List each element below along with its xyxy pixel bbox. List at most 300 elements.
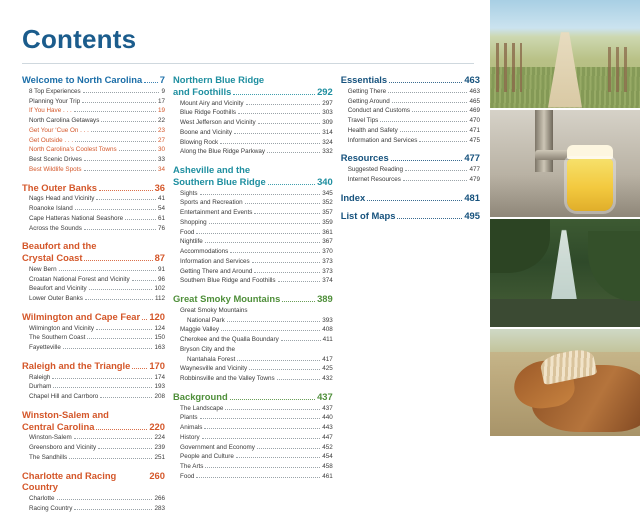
toc-entry[interactable] [173, 99, 333, 109]
toc-entry-page: 251 [154, 453, 165, 461]
toc-entry-page: 30 [157, 146, 165, 154]
toc-entry-page: 61 [157, 214, 165, 222]
toc-section-great-smoky-mountains [173, 293, 333, 384]
toc-entry-label: Sports and Recreation [180, 199, 243, 207]
toc-entry-page: 309 [322, 119, 333, 126]
toc-entry-page: 465 [469, 97, 480, 105]
leader-dots [225, 405, 320, 410]
leader-dots [237, 356, 320, 361]
leader-dots [220, 139, 320, 144]
leader-dots [282, 296, 315, 302]
toc-section-heading[interactable] [173, 391, 333, 403]
toc-entry-label: Travel Tips [347, 117, 379, 124]
toc-section-heading[interactable] [341, 74, 480, 86]
toc-entry-label: National Park [187, 316, 225, 324]
toc-entry[interactable] [22, 126, 165, 136]
leader-dots [419, 137, 467, 142]
leader-dots [233, 89, 315, 95]
toc-entry-label: Charlotte [29, 495, 55, 502]
toc-entry[interactable] [22, 453, 165, 463]
toc-entry-page: 91 [157, 265, 165, 273]
toc-entry-page: 393 [322, 316, 333, 324]
leader-dots [57, 495, 153, 500]
leader-dots [142, 314, 147, 320]
toc-section-title: Resources [340, 152, 389, 164]
toc-entry[interactable] [173, 404, 333, 414]
toc-entry-label: Chapel Hill and Carrboro [29, 393, 99, 400]
toc-entry[interactable] [173, 218, 333, 228]
toc-section-title: Welcome to North Carolina [22, 74, 143, 85]
leader-dots [84, 156, 156, 161]
toc-entry[interactable] [173, 198, 333, 208]
toc-entry[interactable] [22, 214, 165, 224]
leader-dots [196, 229, 320, 234]
leader-dots [277, 375, 321, 380]
toc-entry-label: Nantahala Forest [187, 355, 236, 363]
leader-dots [74, 107, 156, 112]
leader-dots [392, 98, 468, 103]
photo-strip [490, 0, 640, 436]
toc-section-heading[interactable] [341, 152, 480, 164]
toc-entry[interactable] [173, 423, 333, 433]
toc-entry-label: If You Have . . . [29, 107, 72, 115]
toc-entry-label: North Carolina’s Coolest Towns [29, 146, 117, 154]
toc-entry-page: 452 [322, 443, 333, 451]
photo-beach-dune-path [490, 0, 640, 108]
toc-entry[interactable] [22, 275, 165, 285]
toc-section-page: 120 [149, 310, 165, 322]
toc-section-page: 389 [317, 293, 333, 304]
leader-dots [63, 344, 153, 349]
toc-section-title-line2: Southern Blue Ridge [173, 175, 266, 187]
toc-columns [22, 74, 480, 521]
toc-entry-label: History [180, 433, 200, 441]
toc-entry[interactable] [22, 194, 165, 204]
toc-section-background [173, 391, 333, 482]
toc-section-wilmington-and-cape-fear [22, 311, 165, 353]
toc-entry-label: North Carolina Getaways [29, 117, 100, 124]
toc-entry[interactable] [173, 247, 333, 257]
leader-dots [69, 454, 152, 459]
toc-section-title: Index [340, 191, 366, 203]
toc-section-northern-blue-ridge-and-foothills [173, 74, 333, 157]
toc-entry-label: Along the Blue Ridge Parkway [180, 148, 266, 156]
toc-entry[interactable] [22, 224, 165, 234]
toc-entry[interactable] [22, 106, 165, 116]
toc-section-title: Wilmington and Cape Fear [22, 310, 141, 322]
toc-entry-page: 470 [469, 117, 480, 124]
toc-entry-label: Entertainment and Events [180, 209, 253, 216]
toc-entry-label: Accommodations [180, 248, 229, 255]
toc-section-page: 170 [149, 359, 165, 371]
toc-section-heading[interactable] [22, 240, 165, 264]
toc-entry-label: Robbinsville and the Valley Towns [180, 375, 275, 382]
toc-section-heading[interactable] [341, 210, 480, 222]
toc-entry-page: 76 [157, 224, 165, 232]
leader-dots [234, 129, 320, 134]
leader-dots [89, 285, 153, 290]
toc-section-title-line2: Crystal Coast [22, 252, 83, 263]
toc-entry-label: Wilmington and Vicinity [29, 324, 94, 332]
toc-section-list-of-maps [341, 210, 480, 222]
leader-dots [100, 393, 152, 398]
toc-entry-page: 17 [157, 97, 165, 105]
toc-entry-label: Nags Head and Vicinity [29, 195, 95, 203]
leader-dots [91, 127, 156, 132]
toc-entry-page: 345 [322, 189, 333, 197]
toc-entry-page: 22 [157, 117, 165, 124]
toc-entry[interactable] [22, 333, 165, 343]
leader-dots [84, 255, 152, 261]
toc-entry[interactable] [173, 452, 333, 462]
toc-entry-page: 411 [322, 336, 333, 343]
toc-entry-page: 479 [469, 175, 480, 183]
toc-entry-page: 96 [157, 275, 165, 283]
toc-entry-label: The Southern Coast [29, 334, 86, 342]
toc-section-heading[interactable] [22, 360, 165, 372]
toc-section-heading[interactable] [22, 74, 165, 86]
toc-section-page: 36 [154, 181, 165, 193]
toc-entry-page: 332 [322, 148, 333, 156]
toc-entry-page: 174 [154, 373, 165, 381]
leader-dots [96, 195, 156, 200]
leader-dots [237, 346, 331, 351]
toc-entry[interactable] [341, 87, 480, 97]
toc-entry-page: 33 [157, 156, 165, 163]
toc-entry-label: Blue Ridge Foothills [180, 109, 237, 117]
toc-entry[interactable] [173, 237, 333, 247]
toc-entry[interactable] [173, 138, 333, 148]
toc-entry-page: 357 [322, 209, 333, 216]
leader-dots [391, 155, 463, 161]
toc-entry-page: 437 [322, 404, 333, 412]
toc-entry-label: Winston-Salem [29, 434, 72, 442]
toc-section-title-line1: Asheville and the [173, 164, 251, 175]
toc-entry[interactable] [173, 345, 333, 355]
leader-dots [132, 276, 156, 281]
leader-dots [59, 266, 156, 271]
toc-entry[interactable] [22, 136, 165, 146]
toc-entry[interactable] [341, 116, 480, 126]
toc-entry-label: Suggested Reading [347, 166, 404, 173]
toc-section-page: 495 [464, 210, 480, 222]
toc-section-title: Charlotte and Racing Country [22, 469, 117, 493]
toc-entry[interactable] [173, 228, 333, 238]
toc-entry-label: Roanoke Island [29, 205, 73, 212]
toc-entry[interactable] [173, 128, 333, 138]
toc-entry-page: 477 [469, 166, 480, 173]
toc-section-charlotte-and-racing-country [22, 470, 165, 514]
toc-entry-page: 102 [154, 285, 165, 293]
toc-entry-page: 443 [322, 424, 333, 431]
toc-entry[interactable] [22, 433, 165, 443]
toc-entry-label: Greensboro and Vicinity [29, 444, 97, 451]
toc-entry-page: 224 [154, 434, 165, 442]
toc-entry-page: 408 [322, 326, 333, 334]
leader-dots [230, 394, 315, 400]
toc-entry[interactable] [341, 106, 480, 116]
leader-dots [250, 307, 331, 312]
leader-dots [125, 215, 156, 220]
page-title: Contents [22, 24, 137, 54]
toc-entry-label: Conduct and Customs [347, 107, 411, 115]
leader-dots [98, 444, 152, 449]
toc-entry-label: Animals [180, 424, 203, 431]
leader-dots [281, 336, 321, 341]
leader-dots [119, 146, 156, 151]
toc-entry-label: Racing Country [29, 504, 73, 512]
toc-entry-page: 324 [322, 138, 333, 146]
leader-dots [200, 190, 321, 195]
toc-entry[interactable] [22, 145, 165, 155]
toc-entry-label: Waynesville and Vicinity [180, 365, 248, 373]
toc-entry-label: West Jefferson and Vicinity [180, 119, 256, 126]
toc-section-title-line1: Winston-Salem and [22, 408, 109, 420]
toc-entry[interactable] [22, 265, 165, 275]
toc-entry-label: Durham [29, 383, 52, 391]
leader-dots [245, 199, 321, 204]
toc-entry[interactable] [173, 472, 333, 482]
toc-entry[interactable] [173, 208, 333, 218]
toc-section-resources [341, 152, 480, 184]
toc-entry[interactable] [173, 355, 333, 365]
leader-dots [268, 179, 315, 185]
leader-dots [196, 473, 320, 478]
toc-entry[interactable] [22, 443, 165, 453]
toc-entry-label: Bryson City and the [180, 345, 235, 353]
toc-entry[interactable] [173, 147, 333, 157]
toc-entry-label: People and Culture [180, 453, 234, 461]
toc-section-page: 7 [159, 74, 165, 85]
photo-waterfall [490, 217, 640, 327]
toc-entry-page: 352 [322, 199, 333, 207]
toc-entry-page: 469 [469, 107, 480, 115]
leader-dots [84, 225, 156, 230]
toc-entry[interactable] [22, 284, 165, 294]
toc-entry-page: 27 [157, 136, 165, 144]
leader-dots [246, 100, 321, 105]
toc-entry-page: 471 [469, 126, 480, 134]
leader-dots [380, 117, 467, 122]
toc-entry-label: New Bern [29, 265, 57, 273]
toc-entry[interactable] [22, 97, 165, 107]
toc-section-heading[interactable] [173, 74, 333, 98]
leader-dots [221, 326, 320, 331]
toc-entry-page: 208 [154, 393, 165, 400]
toc-section-title-line1: Beaufort and the [22, 240, 97, 252]
leader-dots [87, 334, 152, 339]
leader-dots [75, 137, 156, 142]
toc-section-heading[interactable] [22, 182, 165, 194]
toc-entry[interactable] [22, 373, 165, 383]
toc-entry-page: 297 [322, 99, 333, 107]
leader-dots [85, 295, 153, 300]
toc-entry[interactable] [173, 364, 333, 374]
toc-entry[interactable] [22, 165, 165, 175]
toc-section-title: Essentials [340, 74, 388, 85]
toc-entry[interactable] [173, 108, 333, 118]
toc-entry-label: Food [180, 472, 195, 480]
toc-entry[interactable] [173, 189, 333, 199]
toc-entry-label: Cherokee and the Qualla Boundary [180, 336, 279, 343]
leader-dots [82, 98, 156, 103]
toc-entry-page: 454 [322, 453, 333, 461]
toc-entry-label: The Sandhills [29, 453, 68, 461]
toc-section-raleigh-and-the-triangle [22, 360, 165, 402]
toc-entry-label: Get Outside . . . [29, 136, 74, 144]
toc-section-page: 292 [317, 85, 333, 97]
toc-entry[interactable] [22, 324, 165, 334]
toc-entry[interactable] [173, 433, 333, 443]
leader-dots [204, 424, 320, 429]
toc-entry-page: 359 [322, 218, 333, 226]
toc-entry-page: 367 [322, 238, 333, 246]
leader-dots [74, 434, 153, 439]
toc-entry-label: Boone and Vicinity [180, 128, 233, 136]
toc-entry[interactable] [341, 175, 480, 185]
toc-section-page: 260 [149, 469, 165, 481]
leader-dots [75, 205, 156, 210]
toc-entry[interactable] [341, 97, 480, 107]
toc-entry[interactable] [173, 118, 333, 128]
leader-dots [205, 463, 320, 468]
leader-dots [209, 219, 321, 224]
toc-entry[interactable] [341, 165, 480, 175]
toc-entry-label: Information and Services [347, 136, 418, 144]
toc-entry-page: 9 [161, 87, 165, 95]
toc-entry[interactable] [173, 413, 333, 423]
toc-entry[interactable] [173, 257, 333, 267]
toc-entry[interactable] [173, 306, 333, 316]
toc-entry[interactable] [22, 494, 165, 504]
toc-entry-label: Fayetteville [29, 344, 61, 351]
leader-dots [400, 127, 468, 132]
toc-entry-page: 163 [154, 344, 165, 351]
leader-dots [367, 195, 462, 201]
toc-entry[interactable] [173, 276, 333, 286]
leader-dots [101, 117, 156, 122]
title-divider [22, 63, 474, 64]
toc-entry-page: 283 [154, 504, 165, 512]
toc-section-heading[interactable] [22, 470, 165, 494]
toc-entry[interactable] [173, 325, 333, 335]
toc-section-title-line2: and Foothills [173, 85, 232, 97]
toc-entry-label: Best Wildlife Spots [29, 165, 82, 173]
leader-dots [96, 325, 153, 330]
toc-entry[interactable] [22, 382, 165, 392]
toc-entry[interactable] [341, 126, 480, 136]
leader-dots [238, 109, 320, 114]
toc-section-page: 340 [317, 175, 333, 187]
toc-entry-page: 440 [322, 414, 333, 422]
leader-dots [132, 363, 147, 369]
toc-section-page: 437 [317, 390, 333, 402]
toc-entry[interactable] [22, 116, 165, 126]
toc-entry[interactable] [22, 343, 165, 353]
leader-dots [200, 414, 321, 419]
toc-entry[interactable] [173, 462, 333, 472]
toc-entry-label: Nightlife [180, 238, 203, 246]
toc-section-heading[interactable] [173, 164, 333, 188]
toc-entry-label: Getting There and Around [180, 267, 253, 275]
toc-section-title: Great Smoky Mountains [173, 293, 281, 304]
leader-dots [254, 209, 320, 214]
toc-entry-page: 432 [322, 375, 333, 382]
toc-entry[interactable] [22, 155, 165, 165]
toc-entry-label: Sights [180, 189, 198, 197]
toc-section-title-line1: Northern Blue Ridge [173, 74, 265, 85]
toc-section-heading[interactable] [22, 409, 165, 433]
toc-entry[interactable] [341, 136, 480, 146]
leader-dots [205, 238, 320, 243]
leader-dots [99, 185, 153, 191]
toc-entry-label: The Arts [180, 463, 204, 470]
photo-beer-tap [490, 108, 640, 218]
toc-entry[interactable] [22, 504, 165, 514]
toc-entry-page: 23 [157, 126, 165, 134]
leader-dots [236, 453, 320, 458]
toc-entry[interactable] [173, 316, 333, 326]
toc-entry[interactable] [173, 443, 333, 453]
toc-entry-label: Getting There [347, 87, 387, 95]
toc-column [22, 74, 165, 521]
toc-entry-page: 193 [154, 383, 165, 391]
leader-dots [405, 166, 467, 171]
leader-dots [230, 248, 320, 253]
toc-entry-page: 239 [154, 444, 165, 451]
toc-entry-page: 41 [157, 195, 165, 203]
toc-entry[interactable] [173, 335, 333, 345]
toc-entry-label: Planning Your Trip [29, 97, 81, 105]
toc-entry-label: Get Your ‘Cue On . . . [29, 126, 89, 134]
toc-section-asheville-and-the-southern-blue-ridge [173, 164, 333, 286]
toc-entry[interactable] [22, 294, 165, 304]
toc-entry[interactable] [173, 267, 333, 277]
toc-section-heading[interactable] [341, 192, 480, 204]
leader-dots [397, 213, 462, 219]
toc-section-the-outer-banks [22, 182, 165, 234]
leader-dots [389, 77, 462, 83]
leader-dots [52, 374, 152, 379]
toc-entry-page: 461 [322, 472, 333, 480]
leader-dots [403, 176, 468, 181]
toc-section-page: 220 [149, 420, 165, 432]
toc-entry[interactable] [22, 392, 165, 402]
toc-entry-page: 303 [322, 109, 333, 117]
toc-entry[interactable] [173, 374, 333, 384]
toc-entry-page: 314 [322, 128, 333, 136]
toc-entry-page: 112 [154, 295, 165, 302]
leader-dots [267, 148, 320, 153]
leader-dots [257, 444, 320, 449]
toc-section-heading[interactable] [173, 293, 333, 305]
toc-entry-label: Mount Airy and Vicinity [180, 99, 244, 107]
toc-entry-label: Government and Economy [180, 443, 255, 451]
toc-column [173, 74, 333, 521]
toc-entry-label: Raleigh [29, 373, 51, 381]
toc-column [341, 74, 480, 521]
toc-section-title: The Outer Banks [22, 181, 98, 193]
toc-section-heading[interactable] [22, 311, 165, 323]
toc-entry-page: 124 [154, 324, 165, 332]
leader-dots [388, 88, 467, 93]
toc-entry-page: 417 [322, 355, 333, 363]
toc-entry[interactable] [22, 87, 165, 97]
toc-entry-page: 374 [322, 277, 333, 285]
toc-entry-page: 266 [154, 495, 165, 502]
leader-dots [83, 88, 160, 93]
toc-entry[interactable] [22, 204, 165, 214]
